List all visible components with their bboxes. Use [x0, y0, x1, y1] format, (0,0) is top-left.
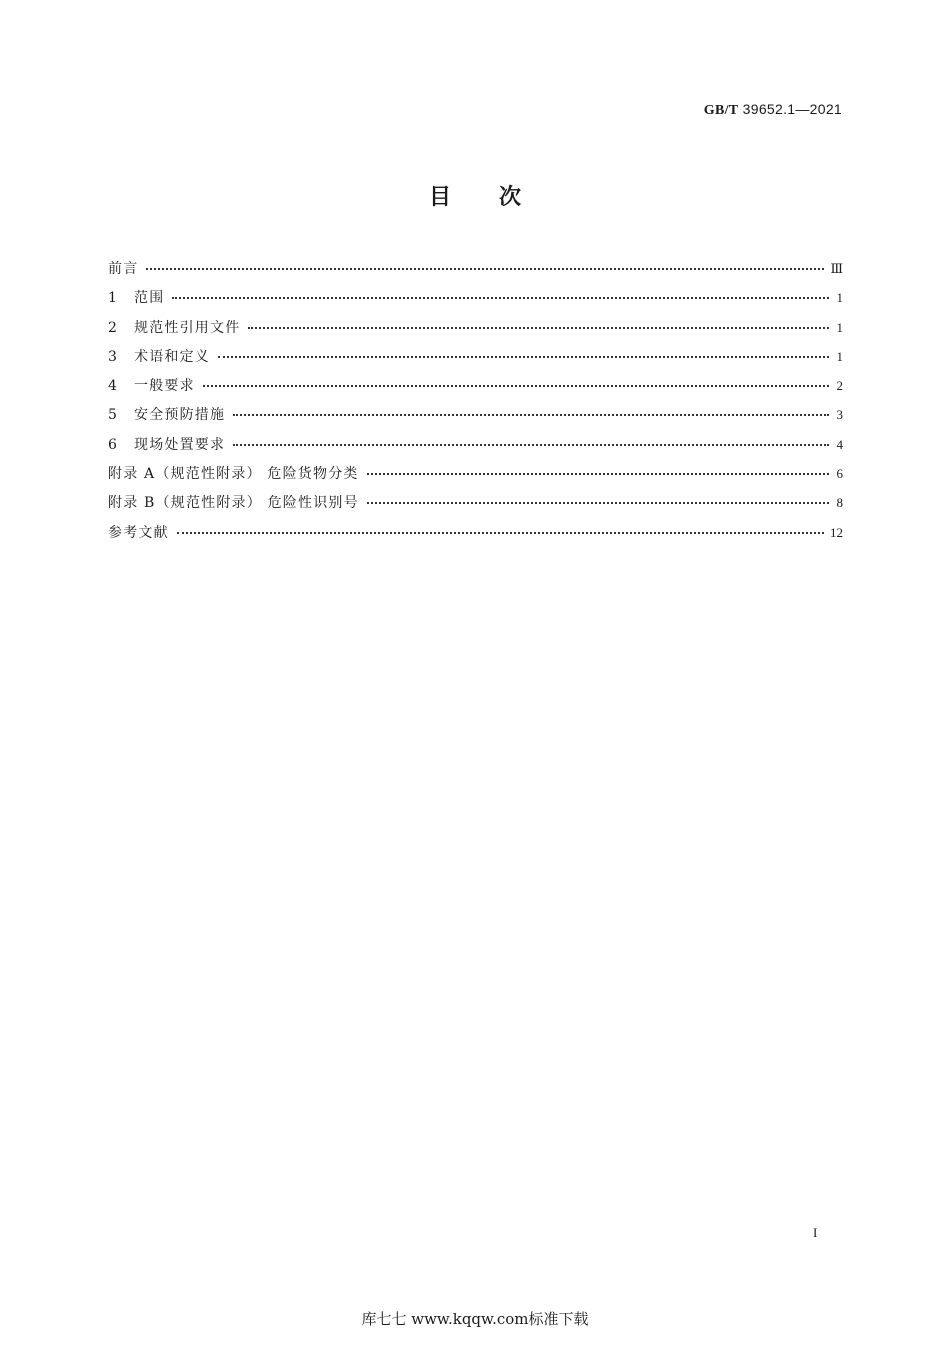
toc-entry-number: 2	[108, 319, 117, 336]
standard-number	[704, 101, 842, 119]
toc-entry-label: 前言	[108, 261, 139, 277]
toc-entry-label: 术语和定义	[134, 348, 210, 365]
leader-dots	[203, 384, 829, 387]
toc-entry-label: 范围	[134, 290, 165, 307]
leader-dots	[233, 413, 829, 416]
standard-code: 39652.1—2021	[742, 101, 842, 117]
table-of-contents	[108, 258, 843, 551]
toc-entry-safety-precautions[interactable]	[108, 404, 843, 433]
toc-entry-number: 4	[108, 378, 117, 395]
toc-entry-page: 3	[836, 407, 843, 423]
toc-entry-general-requirements[interactable]	[108, 375, 843, 404]
leader-dots	[146, 267, 824, 270]
toc-entry-bibliography[interactable]	[108, 522, 843, 551]
toc-entry-number: 6	[108, 436, 117, 453]
leader-dots	[218, 355, 829, 358]
leader-dots	[172, 296, 829, 299]
toc-entry-label: 附录 B（规范性附录） 危险性识别号	[108, 495, 359, 512]
toc-entry-page: 1	[836, 348, 843, 364]
toc-entry-page: 1	[836, 319, 843, 335]
toc-entry-page: 8	[836, 495, 843, 511]
toc-entry-page: 1	[836, 290, 843, 306]
toc-entry-number: 5	[108, 407, 117, 424]
toc-entry-page: Ⅲ	[830, 261, 843, 276]
toc-entry-label: 现场处置要求	[134, 436, 226, 453]
toc-entry-normative-references[interactable]	[108, 317, 843, 346]
toc-entry-onsite-handling[interactable]	[108, 434, 843, 463]
toc-entry-annex-b[interactable]	[108, 492, 843, 521]
toc-entry-label: 安全预防措施	[134, 407, 226, 424]
footer-watermark: 库七七 www.kqqw.com标准下载	[361, 1310, 589, 1328]
toc-entry-annex-a[interactable]	[108, 463, 843, 492]
page-title: 目次	[428, 185, 569, 210]
page-number: I	[813, 1225, 818, 1240]
toc-entry-terms-definitions[interactable]	[108, 346, 843, 375]
toc-entry-page: 4	[836, 436, 843, 452]
leader-dots	[367, 501, 829, 504]
toc-entry-label: 附录 A（规范性附录） 危险货物分类	[108, 466, 359, 483]
leader-dots	[177, 531, 824, 534]
toc-entry-scope[interactable]	[108, 287, 843, 316]
toc-entry-label: 一般要求	[134, 378, 195, 395]
toc-entry-label: 参考文献	[108, 524, 169, 541]
toc-entry-label: 规范性引用文件	[134, 319, 241, 336]
toc-entry-page: 2	[836, 378, 843, 394]
leader-dots	[233, 443, 829, 446]
toc-entry-preface[interactable]	[108, 258, 843, 287]
leader-dots	[367, 472, 829, 475]
toc-entry-page: 6	[836, 466, 843, 482]
toc-entry-page: 12	[830, 524, 843, 540]
toc-entry-number: 1	[108, 290, 117, 307]
standard-prefix: GB/T	[703, 103, 739, 118]
toc-entry-number: 3	[108, 348, 117, 365]
leader-dots	[248, 326, 829, 329]
